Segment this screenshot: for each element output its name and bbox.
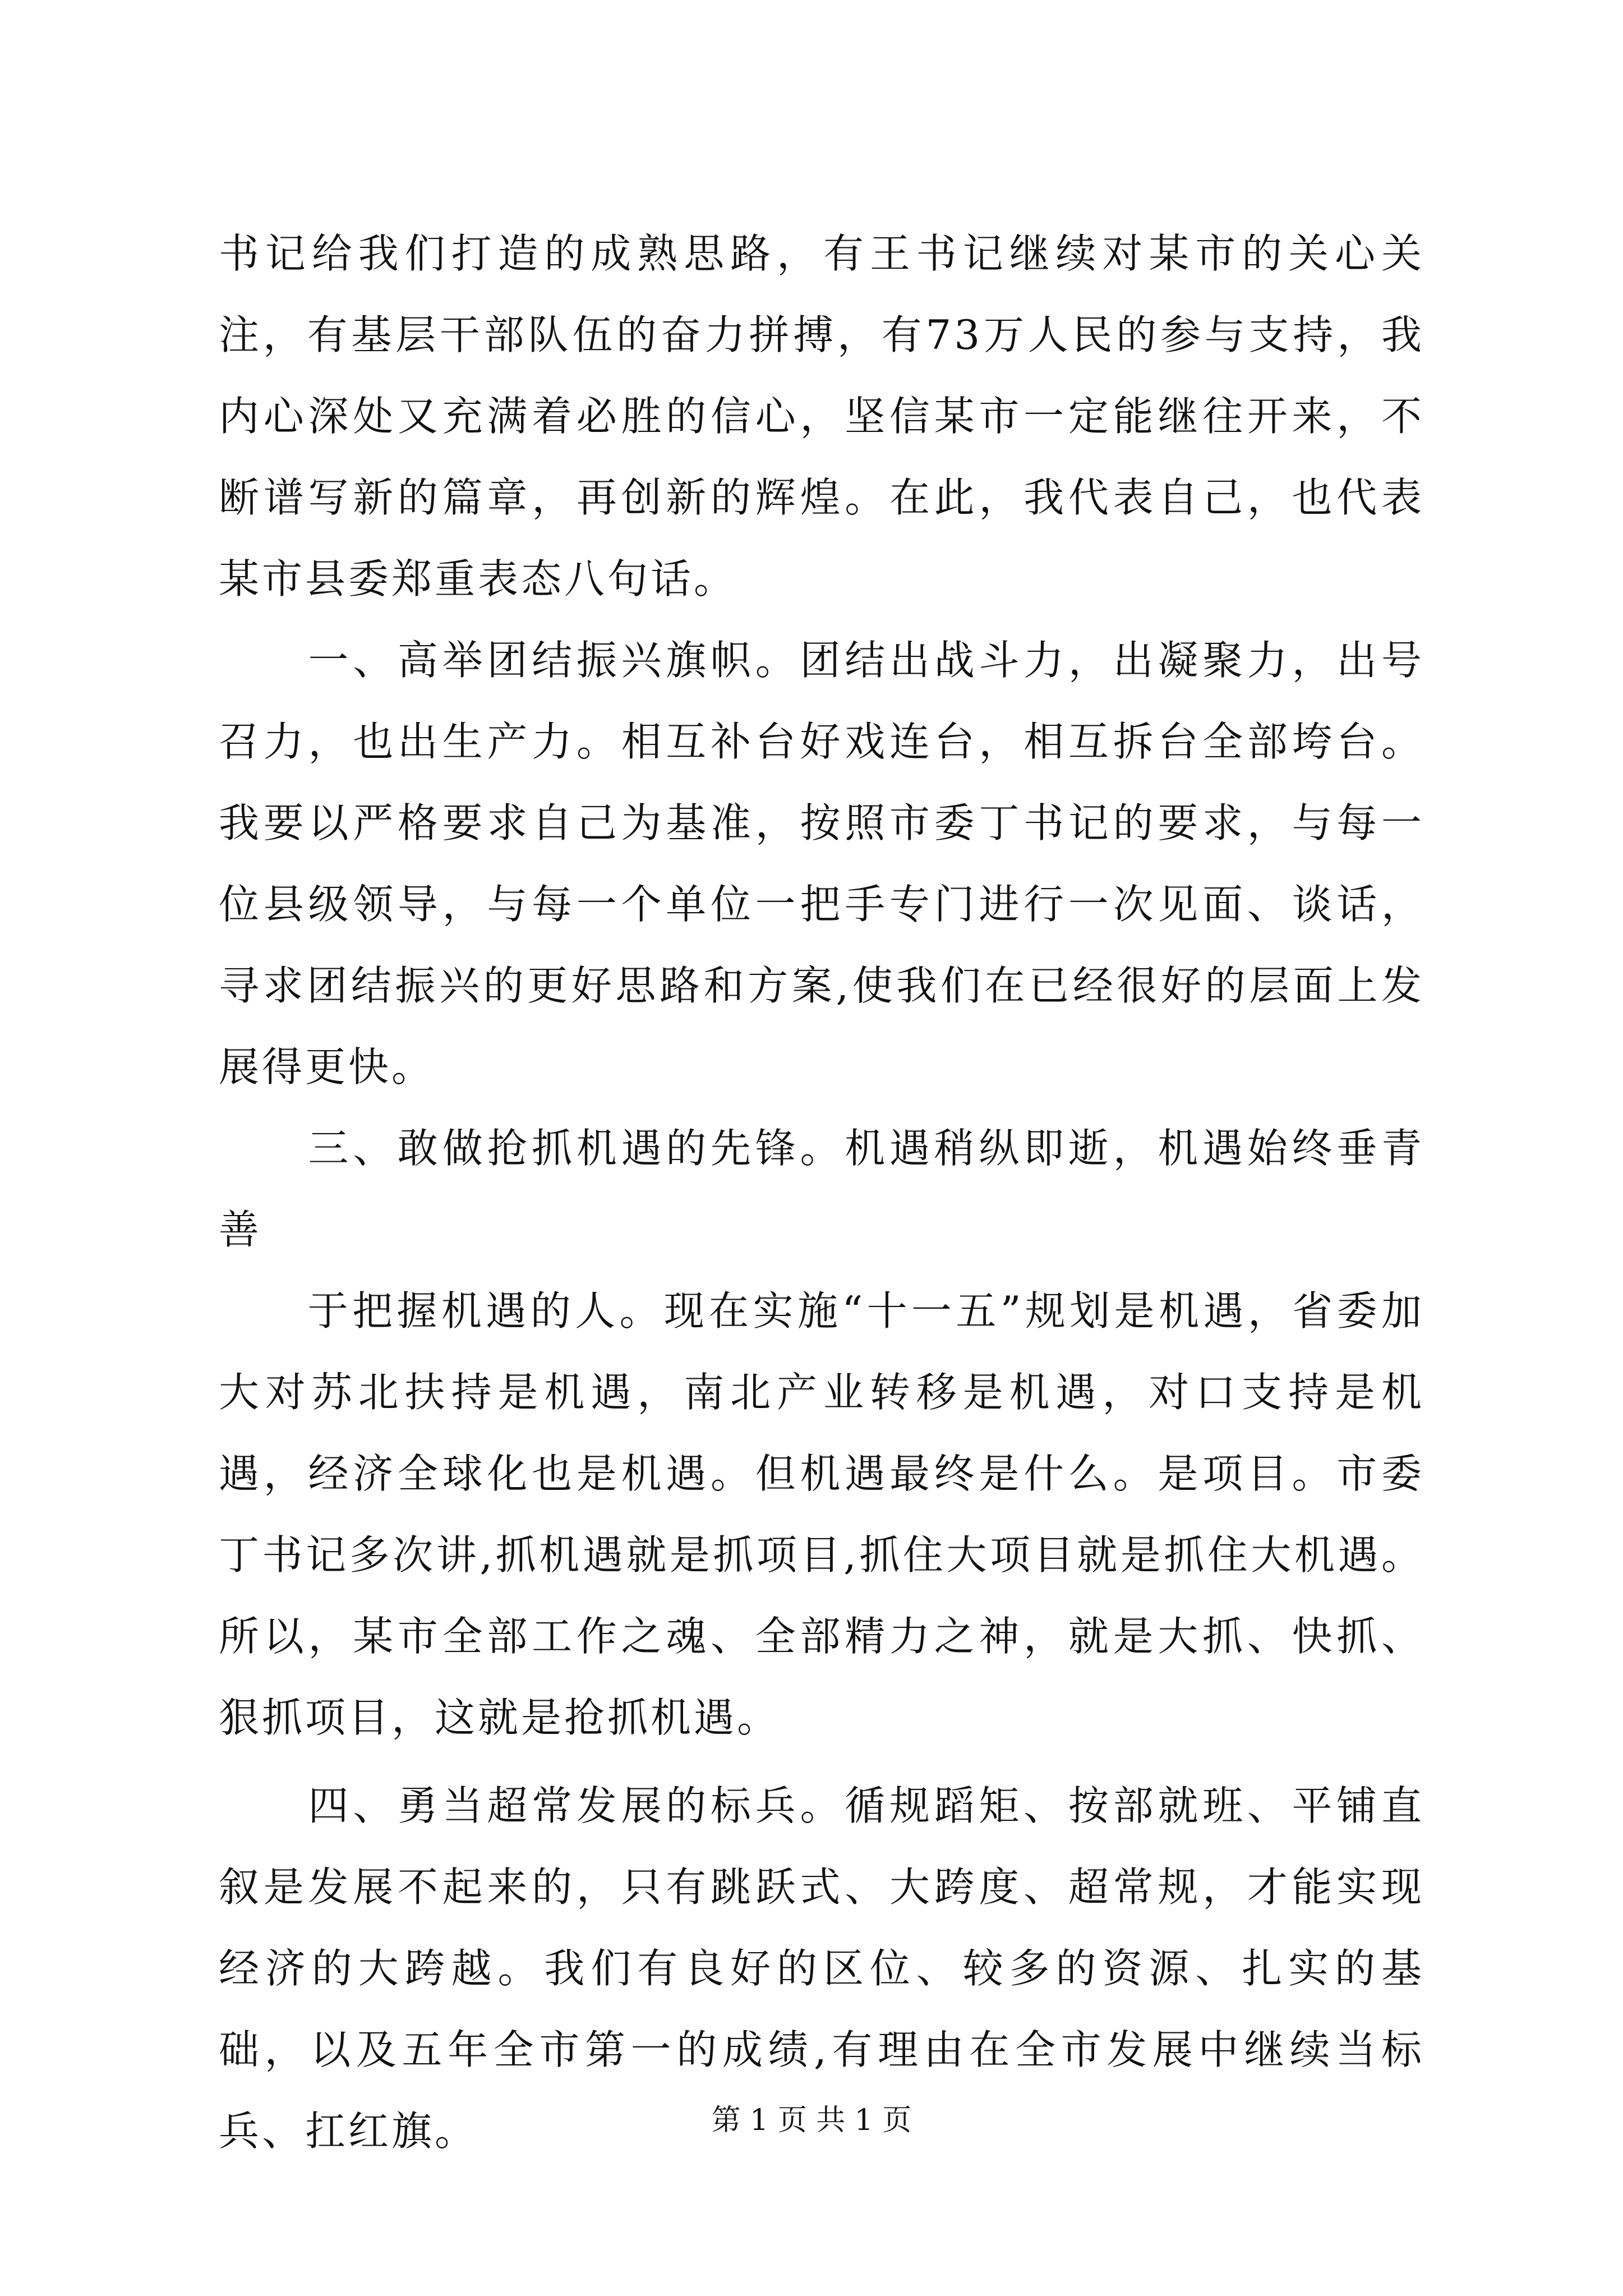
- paragraph-opportunity-body: 于把握机遇的人。现在实施“十一五”规划是机遇，省委加大对苏北扶持是机遇，南北产业转移是机遇，对口支持是机遇，经济全球化也是机遇。但机遇最终是什么。是项目。市委丁书记多次讲,抓机遇就是抓项目,抓住大项目就是抓住大机遇。所以，某市全部工作之魂、全部精力之神，就是大抓、快抓、狠抓项目，这就是抢抓机遇。: [219, 1287, 1424, 1741]
- paragraph-continuation: 书记给我们打造的成熟思路，有王书记继续对某市的关心关注，有基层干部队伍的奋力拼搏，有73万人民的参与支持，我内心深处又充满着必胜的信心，坚信某市一定能继往开来，不断谱写新的篇章，再创新的辉煌。在此，我代表自己，也代表某市县委郑重表态八句话。: [219, 230, 1424, 602]
- paragraph-development: 四、勇当超常发展的标兵。循规蹈矩、按部就班、平铺直叙是发展不起来的，只有跳跃式、大跨度、超常规，才能实现经济的大跨越。我们有良好的区位、较多的资源、扎实的基础，以及五年全市第一的成绩,有理由在全市发展中继续当标兵、扛红旗。: [219, 1782, 1424, 2155]
- paragraph-unity: 一、高举团结振兴旗帜。团结出战斗力，出凝聚力，出号召力，也出生产力。相互补台好戏连台，相互拆台全部垮台。我要以严格要求自己为基准，按照市委丁书记的要求，与每一位县级领导，与每一个单位一把手专门进行一次见面、谈话，寻求团结振兴的更好思路和方案,使我们在已经很好的层面上发展得更快。: [219, 637, 1424, 1091]
- paragraph-opportunity-heading: 三、敢做抢抓机遇的先锋。机遇稍纵即逝，机遇始终垂青善: [219, 1125, 1424, 1253]
- document-body: [219, 213, 1424, 2172]
- page-number-footer: 第 1 页 共 1 页: [711, 2104, 912, 2137]
